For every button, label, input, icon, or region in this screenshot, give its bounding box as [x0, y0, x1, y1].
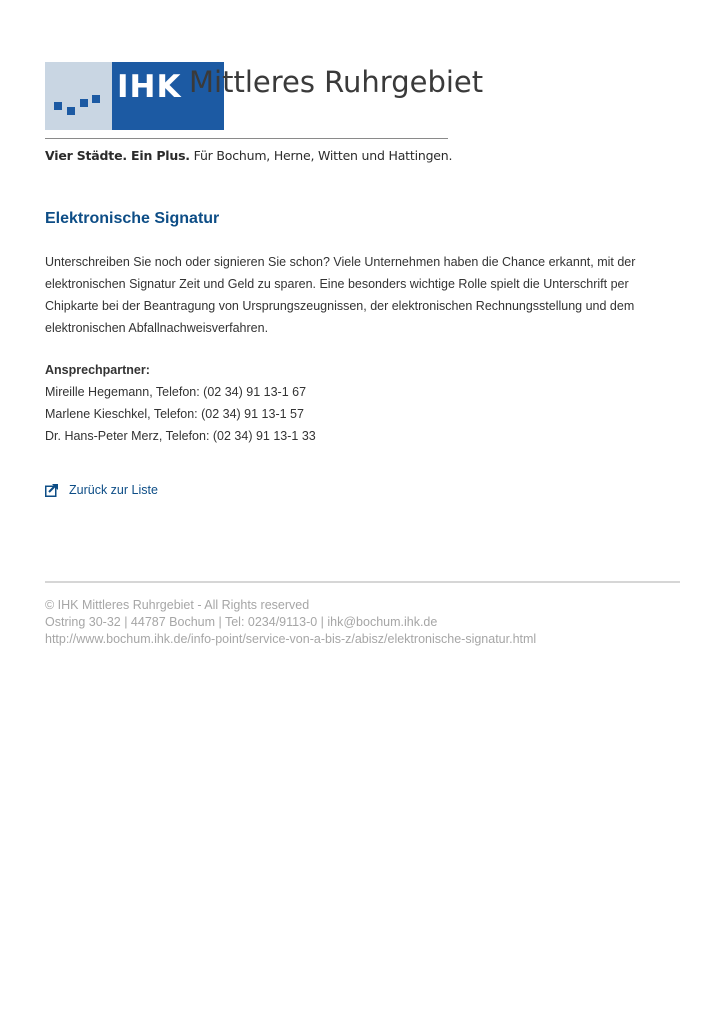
contact-entry: Dr. Hans-Peter Merz, Telefon: (02 34) 91 13-1 33: [45, 429, 316, 443]
header-divider: [45, 138, 448, 139]
tagline-bold: Vier Städte. Ein Plus.: [45, 148, 190, 163]
footer-address: Ostring 30-32 | 44787 Bochum | Tel: 0234/9113-0 | ihk@bochum.ihk.de: [45, 615, 438, 629]
logo-square: [80, 99, 88, 107]
back-to-list-link[interactable]: [45, 480, 158, 500]
footer: [45, 597, 536, 648]
logo-light-panel: [45, 62, 112, 130]
contact-entry: Mireille Hegemann, Telefon: (02 34) 91 13-1 67: [45, 385, 307, 399]
contacts-section: [45, 359, 316, 447]
logo-name: Mittleres Ruhrgebiet: [189, 65, 484, 99]
logo-abbrev: IHK: [117, 69, 182, 105]
back-link-label: Zurück zur Liste: [69, 483, 158, 497]
ihk-logo: [45, 62, 484, 130]
tagline: [45, 148, 452, 163]
contacts-heading: Ansprechpartner:: [45, 363, 150, 377]
intro-paragraph: Unterschreiben Sie noch oder signieren Sie schon? Viele Unternehmen haben die Chance erkannt, mit der elektronischen Signatur Zeit und Geld zu sparen. Eine besonders wichtige Rolle spielt die Unterschrift per Chipkarte bei der Beantragung von Ursprungszeugnissen, der elektronischen Rechnungsstellung und dem elektronischen Abfallnachweisverfahren.: [45, 255, 636, 335]
footer-url: http://www.bochum.ihk.de/info-point/service-von-a-bis-z/abisz/elektronische-signatur.html: [45, 632, 537, 646]
footer-divider: [45, 581, 680, 583]
page-title: Elektronische Signatur: [45, 210, 220, 227]
logo-square: [54, 102, 62, 110]
logo-square: [92, 95, 100, 103]
logo-square: [67, 107, 75, 115]
back-arrow-icon: [45, 483, 59, 497]
contact-entry: Marlene Kieschkel, Telefon: (02 34) 91 13-1 57: [45, 407, 304, 421]
tagline-rest: Für Bochum, Herne, Witten und Hattingen.: [189, 148, 453, 163]
footer-copyright: © IHK Mittleres Ruhrgebiet - All Rights reserved: [45, 598, 310, 612]
